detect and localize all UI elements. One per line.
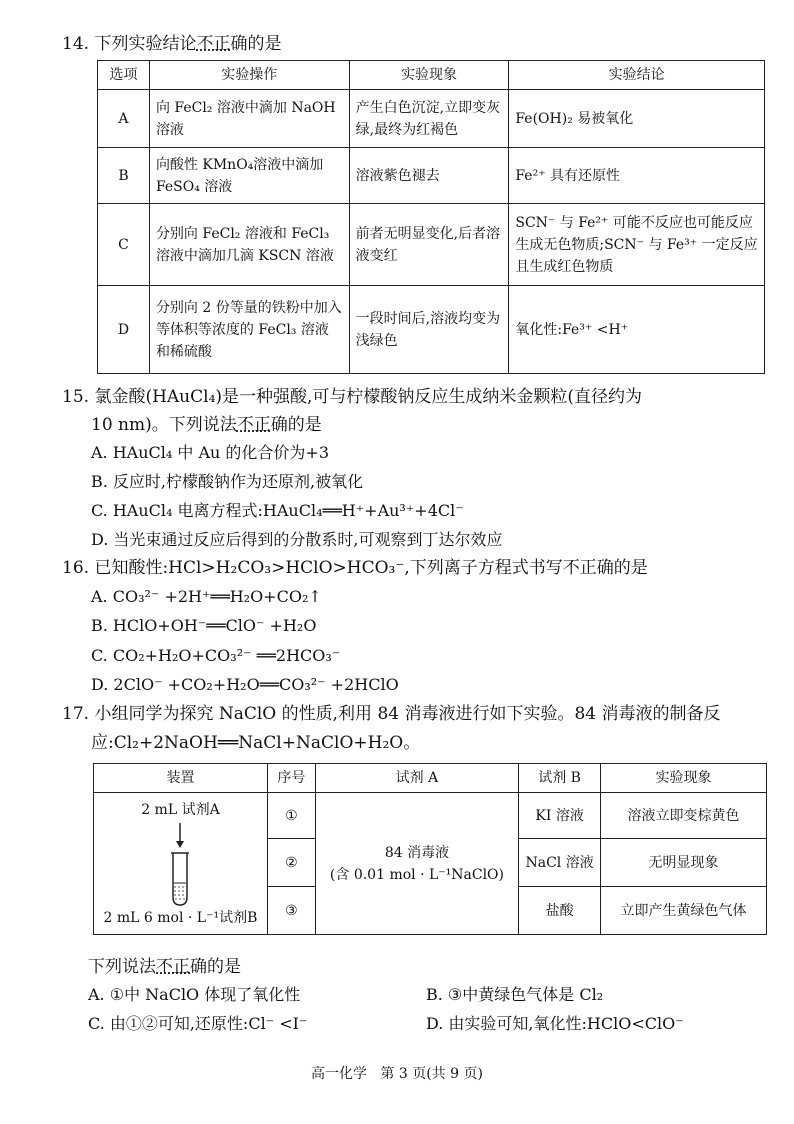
q14-conclusion: Fe²⁺ 具有还原性 <box>509 148 765 204</box>
q17-num: ② <box>267 839 315 887</box>
q14-row-b <box>98 148 765 204</box>
page-footer: 高一化学 第 3 页(共 9 页) <box>311 1066 483 1082</box>
q17-stem-line2: 应:Cl₂+2NaOH══NaCl+NaClO+H₂O。 <box>91 733 421 753</box>
q16-option-a: A. CO₃²⁻ +2H⁺══H₂O+CO₂↑ <box>91 587 322 606</box>
q17-option-a: A. ①中 NaClO 体现了氧化性 <box>88 985 301 1004</box>
q17-sub-stem <box>88 955 241 979</box>
q16-option-c: C. CO₂+H₂O+CO₃²⁻ ══2HCO₃⁻ <box>91 646 341 665</box>
q17-reagent-b: NaCl 溶液 <box>519 839 601 887</box>
q15-stem-line2 <box>91 413 322 437</box>
q17-header: 实验现象 <box>601 764 767 793</box>
q17-stem-line1: 17. 小组同学为探究 NaClO 的性质,利用 84 消毒液进行如下实验。84 消毒液的制备反 <box>62 704 721 724</box>
q14-row-c <box>98 204 765 286</box>
q17-apparatus-cell <box>94 793 268 935</box>
apparatus-label-top: 2 mL 试剂A <box>141 801 220 818</box>
q14-row-a <box>98 90 765 148</box>
q14-phenomenon: 前者无明显变化,后者溶液变红 <box>349 204 509 286</box>
q15-option-d: D. 当光束通过反应后得到的分散系时,可观察到丁达尔效应 <box>91 530 503 549</box>
q14-option: C <box>98 204 150 286</box>
q14-header: 实验现象 <box>349 61 509 90</box>
q17-header: 试剂 A <box>315 764 518 793</box>
q17-sub-dots: 不正 <box>156 957 190 977</box>
q14-header: 实验结论 <box>509 61 765 90</box>
q14-header: 实验操作 <box>149 61 349 90</box>
q17-num: ③ <box>267 887 315 935</box>
q17-option-c: C. 由①②可知,还原性:Cl⁻ <I⁻ <box>88 1014 308 1033</box>
q14-operation: 分别向 2 份等量的铁粉中加入等体积等浓度的 FeCl₃ 溶液和稀硫酸 <box>149 286 349 374</box>
test-tube-diagram <box>150 821 210 907</box>
q17-reagent-b: KI 溶液 <box>519 793 601 839</box>
apparatus-label-bottom: 2 mL 6 mol · L⁻¹试剂B <box>103 909 258 926</box>
q17-phenomenon: 立即产生黄绿色气体 <box>601 887 767 935</box>
q14-stem <box>62 32 281 56</box>
q14-conclusion: Fe(OH)₂ 易被氧化 <box>509 90 765 148</box>
q14-table <box>97 60 765 374</box>
q17-row-1 <box>94 793 767 839</box>
q17-sub-suffix: 确的是 <box>190 957 241 977</box>
q17-phenomenon: 无明显现象 <box>601 839 767 887</box>
q16-option-b: B. HClO+OH⁻══ClO⁻ +H₂O <box>91 616 317 635</box>
q14-stem-emph <box>196 34 230 54</box>
q15-option-b: B. 反应时,柠檬酸钠作为还原剂,被氧化 <box>91 472 364 491</box>
q17-option-d: D. 由实验可知,氧化性:HClO<ClO⁻ <box>426 1014 684 1033</box>
q14-conclusion: SCN⁻ 与 Fe²⁺ 可能不反应也可能反应生成无色物质;SCN⁻ 与 Fe³⁺ 一定反应且生成红色物质 <box>509 204 765 286</box>
q15-stem-dots: 不正 <box>236 415 271 435</box>
q14-stem-suffix: 确的是 <box>230 34 282 54</box>
q17-reagent-b: 盐酸 <box>519 887 601 935</box>
q17-header-row <box>94 764 767 793</box>
q17-sub-prefix: 下列说法 <box>88 957 156 977</box>
q17-header: 装置 <box>94 764 268 793</box>
q14-operation: 分别向 FeCl₂ 溶液和 FeCl₃ 溶液中滴加几滴 KSCN 溶液 <box>149 204 349 286</box>
q16-stem: 16. 已知酸性:HCl>H₂CO₃>HClO>HCO₃⁻,下列离子方程式书写不正确的是 <box>62 558 648 578</box>
q17-table <box>93 763 767 935</box>
q14-option: D <box>98 286 150 374</box>
q15-stem-prefix: 10 nm)。下列说法 <box>91 415 237 435</box>
q17-reagent-a-cell <box>315 793 518 935</box>
q16-option-d: D. 2ClO⁻ +CO₂+H₂O══CO₃²⁻ +2HClO <box>91 675 399 694</box>
q14-option: A <box>98 90 150 148</box>
q17-num: ① <box>267 793 315 839</box>
q17-header: 试剂 B <box>519 764 601 793</box>
q17-option-b: B. ③中黄绿色气体是 Cl₂ <box>426 985 604 1004</box>
q14-header: 选项 <box>98 61 150 90</box>
reagent-a-concentration: (含 0.01 mol · L⁻¹NaClO) <box>329 866 504 883</box>
q14-option: B <box>98 148 150 204</box>
q15-stem-suffix: 确的是 <box>270 415 322 435</box>
q14-row-d <box>98 286 765 374</box>
q17-phenomenon: 溶液立即变棕黄色 <box>601 793 767 839</box>
q14-operation: 向 FeCl₂ 溶液中滴加 NaOH 溶液 <box>149 90 349 148</box>
q14-phenomenon: 产生白色沉淀,立即变灰绿,最终为红褐色 <box>349 90 509 148</box>
q14-header-row <box>98 61 765 90</box>
q17-header: 序号 <box>267 764 315 793</box>
q14-operation: 向酸性 KMnO₄溶液中滴加 FeSO₄ 溶液 <box>149 148 349 204</box>
q15-stem-line1: 15. 氯金酸(HAuCl₄)是一种强酸,可与柠檬酸钠反应生成纳米金颗粒(直径约为 <box>62 387 643 407</box>
q14-phenomenon: 一段时间后,溶液均变为浅绿色 <box>349 286 509 374</box>
q14-conclusion: 氧化性:Fe³⁺ <H⁺ <box>509 286 765 374</box>
q14-stem-dots: 不正 <box>196 34 231 54</box>
q14-stem-prefix: 14. 下列实验结论 <box>62 34 197 54</box>
dropper-arrow-head <box>176 841 184 848</box>
q14-phenomenon: 溶液紫色褪去 <box>349 148 509 204</box>
q15-option-c: C. HAuCl₄ 电离方程式:HAuCl₄══H⁺+Au³⁺+4Cl⁻ <box>91 501 464 520</box>
q15-option-a: A. HAuCl₄ 中 Au 的化合价为+3 <box>91 443 330 462</box>
reagent-a-name: 84 消毒液 <box>384 844 450 861</box>
test-tube <box>173 853 187 905</box>
